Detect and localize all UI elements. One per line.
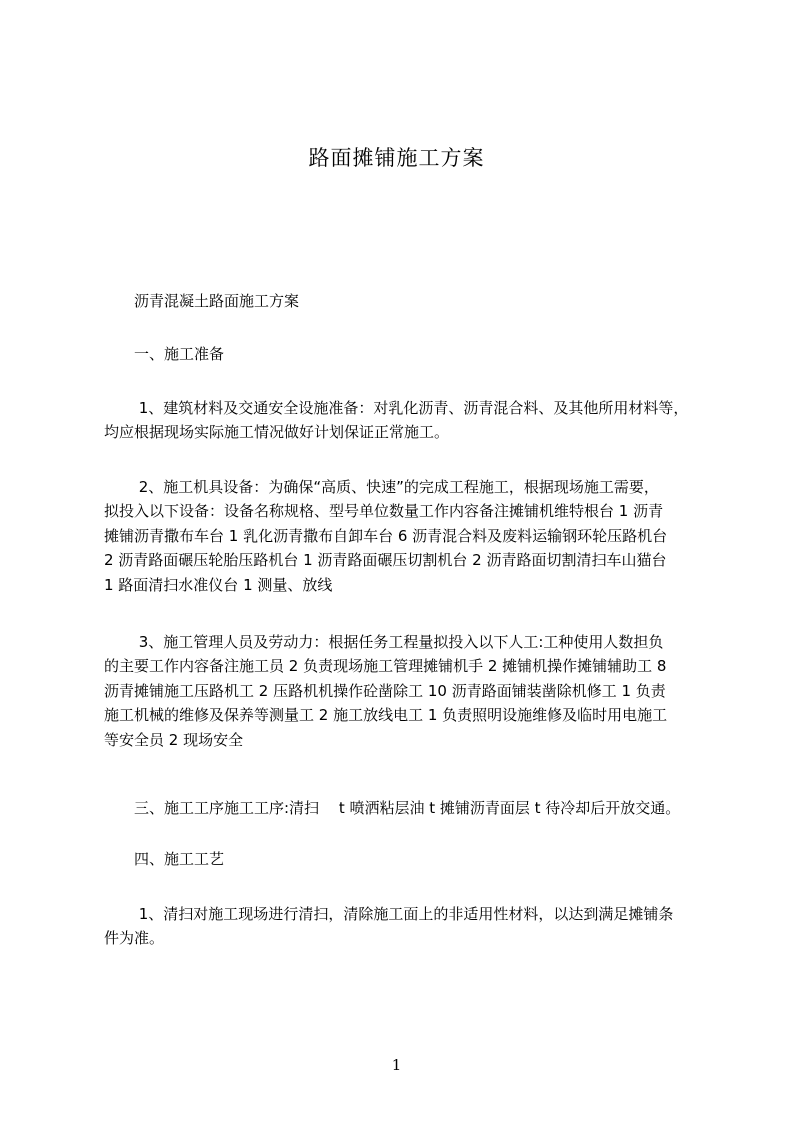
paragraph-cleaning: [104, 902, 724, 951]
text-line: 1、建筑材料及交通安全设施准备：对乳化沥青、沥青混合料、及其他所用材料等，: [104, 399, 689, 417]
text-line: 沥青混凝土路面施工方案: [104, 292, 300, 310]
paragraph-materials: [104, 396, 724, 445]
section-heading-technique: [104, 847, 724, 871]
text-line: 施工机械的维修及保养等测量工 2 施工放线电工 1 负责照明设施维修及临时用电施工: [104, 706, 668, 725]
text-line: 1、清扫对施工现场进行清扫，清除施工面上的非适用性材料，以达到满足摊铺条: [104, 905, 674, 923]
page-number: 1: [391, 1056, 402, 1074]
document-title: 路面摊铺施工方案: [308, 146, 485, 170]
section-heading-procedure: [104, 796, 724, 820]
text-line: 三、施工工序施工工序:清扫 t 喷洒粘层油 t 摊铺沥青面层 t 待冷却后开放交通。: [104, 799, 681, 817]
section-heading-preparation: [104, 342, 724, 366]
text-line: 一、施工准备: [104, 345, 225, 363]
text-line: 均应根据现场实际施工情况做好计划保证正常施工。: [104, 423, 450, 442]
text-line: 2 沥青路面碾压轮胎压路机台 1 沥青路面碾压切割机台 2 沥青路面切割清扫车山猫台: [104, 551, 667, 570]
paragraph-equipment: [104, 475, 724, 597]
text-line: 1 路面清扫水准仪台 1 测量、放线: [104, 575, 333, 594]
text-line: 等安全员 2 现场安全: [104, 730, 244, 749]
text-line: 2、施工机具设备：为确保“高质、快速”的完成工程施工，根据现场施工需要，: [104, 478, 659, 496]
text-line: 摊铺沥青撒布车台 1 乳化沥青撒布自卸车台 6 沥青混合料及废料运输钢环轮压路机台: [104, 526, 668, 545]
text-line: 件为准。: [104, 929, 165, 948]
text-line: 四、施工工艺: [104, 850, 225, 868]
text-line: 3、施工管理人员及劳动力：根据任务工程量拟投入以下人工:工种使用人数担负: [104, 633, 664, 651]
text-line: 拟投入以下设备：设备名称规格、型号单位数量工作内容备注摊铺机维特根台 1 沥青: [104, 502, 664, 521]
text-line: 的主要工作内容备注施工员 2 负责现场施工管理摊铺机手 2 摊铺机操作摊铺辅助工 8: [104, 657, 667, 676]
text-line: 沥青摊铺施工压路机工 2 压路机机操作砼凿除工 10 沥青路面铺装凿除机修工 1 负责: [104, 681, 666, 700]
paragraph-personnel: [104, 630, 724, 752]
paragraph-subtitle: [104, 289, 724, 313]
